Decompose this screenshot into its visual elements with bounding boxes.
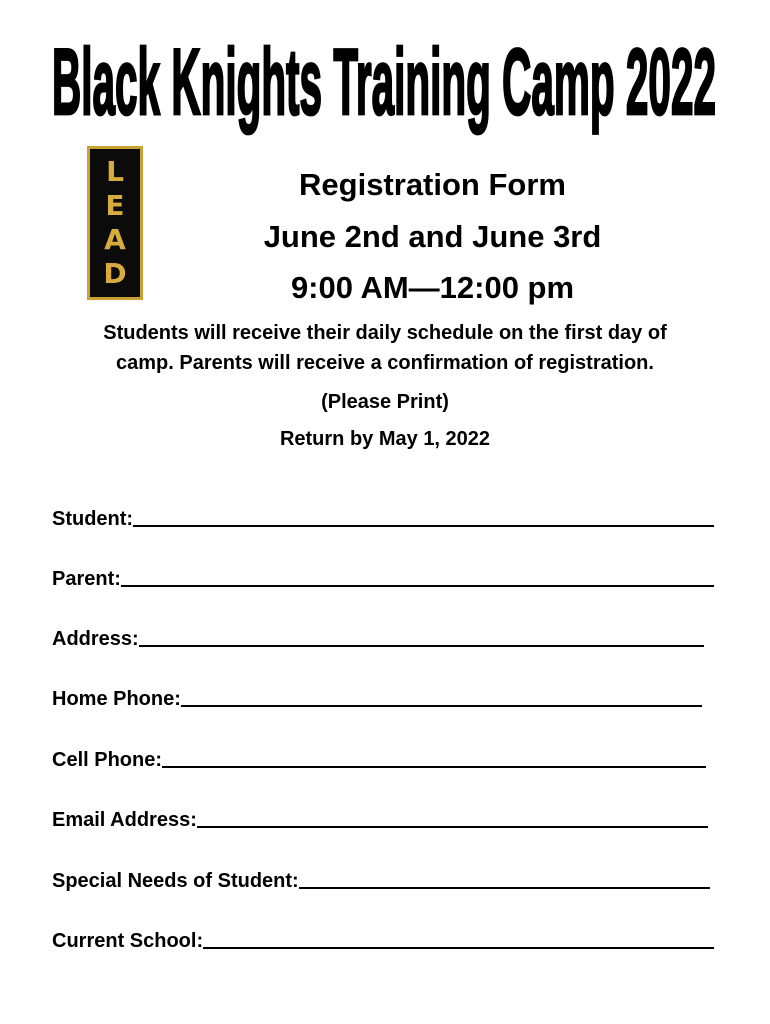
address-label: Address: — [52, 628, 139, 650]
home-phone-label: Home Phone: — [52, 688, 181, 710]
instructions — [40, 318, 730, 378]
address-line[interactable] — [139, 645, 704, 647]
form-name: Registration Form — [299, 167, 566, 202]
parent-line[interactable] — [121, 585, 714, 587]
current-school-label: Current School: — [52, 930, 204, 952]
student-line[interactable] — [133, 525, 714, 527]
special-needs-field[interactable] — [52, 864, 710, 894]
title-text: Black Knights Training Camp 2022 — [52, 29, 717, 135]
title-graphic — [52, 29, 718, 140]
parent-label: Parent: — [52, 568, 121, 590]
logo-letter-e: E — [105, 189, 125, 222]
cell-phone-field[interactable] — [52, 743, 706, 773]
lead-logo — [87, 146, 143, 300]
home-phone-line[interactable] — [181, 705, 702, 707]
special-needs-line[interactable] — [299, 887, 710, 889]
email-address-field[interactable] — [52, 803, 708, 833]
student-field[interactable] — [52, 502, 714, 532]
email-address-label: Email Address: — [52, 809, 197, 831]
event-dates: June 2nd and June 3rd — [263, 219, 602, 254]
cell-phone-label: Cell Phone: — [52, 749, 163, 771]
current-school-field[interactable] — [52, 924, 714, 954]
instructions-line-1: Students will receive their daily schedule on the first day of — [103, 322, 667, 344]
print-note: (Please Print) — [321, 391, 449, 413]
return-by-date: Return by May 1, 2022 — [279, 428, 491, 450]
parent-field[interactable] — [52, 562, 714, 592]
page-title — [52, 29, 718, 140]
email-address-line[interactable] — [197, 826, 708, 828]
home-phone-field[interactable] — [52, 682, 702, 712]
special-needs-label: Special Needs of Student: — [52, 870, 299, 892]
logo-letter-a: A — [104, 223, 126, 256]
event-time: 9:00 AM—12:00 pm — [290, 270, 575, 305]
logo-letter-l: L — [106, 155, 124, 188]
student-label: Student: — [52, 508, 134, 530]
address-field[interactable] — [52, 622, 704, 652]
current-school-line[interactable] — [203, 947, 714, 949]
cell-phone-line[interactable] — [162, 766, 706, 768]
logo-letter-d: D — [103, 257, 127, 290]
instructions-line-2: camp. Parents will receive a confirmation of registration. — [116, 352, 654, 374]
